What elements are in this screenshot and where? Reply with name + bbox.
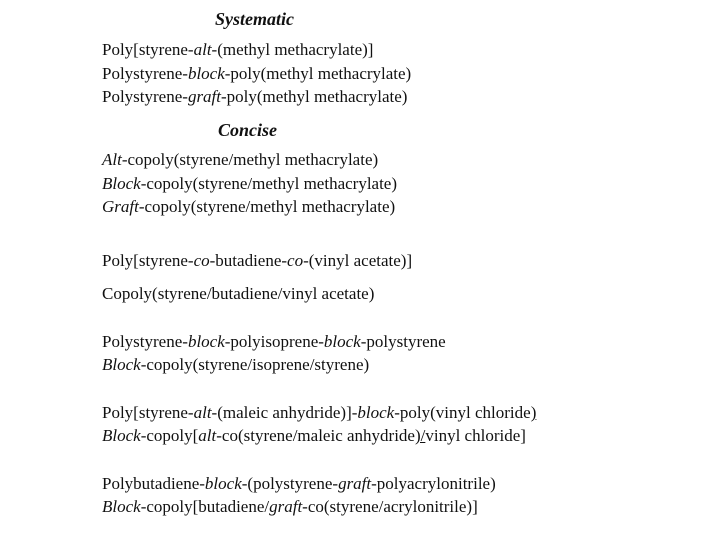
systematic-line-graft <box>102 87 407 107</box>
italic-term: block <box>357 403 395 422</box>
text-segment: -(polystyrene- <box>241 474 339 493</box>
underlined-segment: ] <box>520 426 526 445</box>
example-terpolymer-systematic <box>102 251 412 271</box>
example-terpolymer-concise <box>102 284 374 304</box>
concise-line-graft <box>102 197 395 217</box>
example-block-graft-concise <box>102 497 478 517</box>
text-segment: Polystyrene- <box>102 64 188 83</box>
text-segment: -(vinyl acetate)] <box>303 251 413 270</box>
text-segment: -copoly(styrene/methyl methacrylate) <box>121 150 379 169</box>
concise-line-block <box>102 174 397 194</box>
text-segment: Polystyrene- <box>102 87 188 106</box>
text-segment: -(maleic anhydride) <box>211 403 347 422</box>
systematic-line-alt <box>102 40 373 60</box>
italic-term: Block <box>102 426 141 445</box>
example-alt-block-concise <box>102 426 526 446</box>
concise-line-alt <box>102 150 378 170</box>
text-segment: -copoly(styrene/methyl methacrylate) <box>140 174 398 193</box>
example-triblock-concise <box>102 355 369 375</box>
underlined-segment: )/ <box>414 426 426 445</box>
text-segment: -polyacrylonitrile) <box>371 474 496 493</box>
text-segment: -poly(methyl methacrylate) <box>224 64 412 83</box>
text-segment: Poly[styrene- <box>102 40 194 59</box>
text-segment: -copoly(styrene/isoprene/styrene) <box>140 355 370 374</box>
text-segment: -co(styrene/maleic anhydride <box>216 426 415 445</box>
example-alt-block-systematic <box>102 403 536 423</box>
text-segment: -copoly[butadiene/ <box>140 497 270 516</box>
text-segment: -co(styrene/acrylonitrile)] <box>302 497 478 516</box>
italic-term: alt <box>198 426 217 445</box>
text-segment: Copoly(styrene/butadiene/vinyl acetate) <box>102 284 375 303</box>
text-segment: vinyl chloride <box>425 426 521 445</box>
italic-term: block <box>204 474 242 493</box>
italic-term: Block <box>102 355 141 374</box>
text-segment: -poly(vinyl chloride <box>394 403 531 422</box>
italic-term: graft <box>269 497 303 516</box>
text-segment: -poly(methyl methacrylate) <box>221 87 408 106</box>
heading-concise: Concise <box>218 120 278 140</box>
text-segment: -(methyl methacrylate)] <box>211 40 374 59</box>
italic-term: co <box>287 251 304 270</box>
example-block-graft-systematic <box>102 474 496 494</box>
italic-term: Block <box>102 497 141 516</box>
text-segment: - <box>351 403 358 422</box>
italic-term: alt <box>193 40 212 59</box>
systematic-line-block <box>102 64 411 84</box>
text-segment: -copoly[ <box>140 426 199 445</box>
italic-term: block <box>323 332 361 351</box>
italic-term: block <box>187 332 225 351</box>
text-segment: Polystyrene- <box>102 332 188 351</box>
underlined-segment: ) <box>530 403 537 422</box>
italic-term: Graft <box>102 197 139 216</box>
text-segment: Poly[styrene- <box>102 403 194 422</box>
text-segment: Polybutadiene- <box>102 474 205 493</box>
italic-term: alt <box>193 403 212 422</box>
underlined-segment: ] <box>346 403 352 422</box>
italic-term: co <box>193 251 210 270</box>
italic-term: graft <box>338 474 372 493</box>
text-segment: Poly[styrene- <box>102 251 194 270</box>
heading-systematic: Systematic <box>215 9 294 29</box>
text-segment: -butadiene- <box>209 251 288 270</box>
italic-term: Alt <box>102 150 122 169</box>
italic-term: block <box>187 64 225 83</box>
text-segment: -polystyrene <box>360 332 446 351</box>
text-segment: -polyisoprene- <box>224 332 324 351</box>
text-segment: -copoly(styrene/methyl methacrylate) <box>138 197 396 216</box>
italic-term: Block <box>102 174 141 193</box>
example-triblock-systematic <box>102 332 446 352</box>
italic-term: graft <box>187 87 221 106</box>
